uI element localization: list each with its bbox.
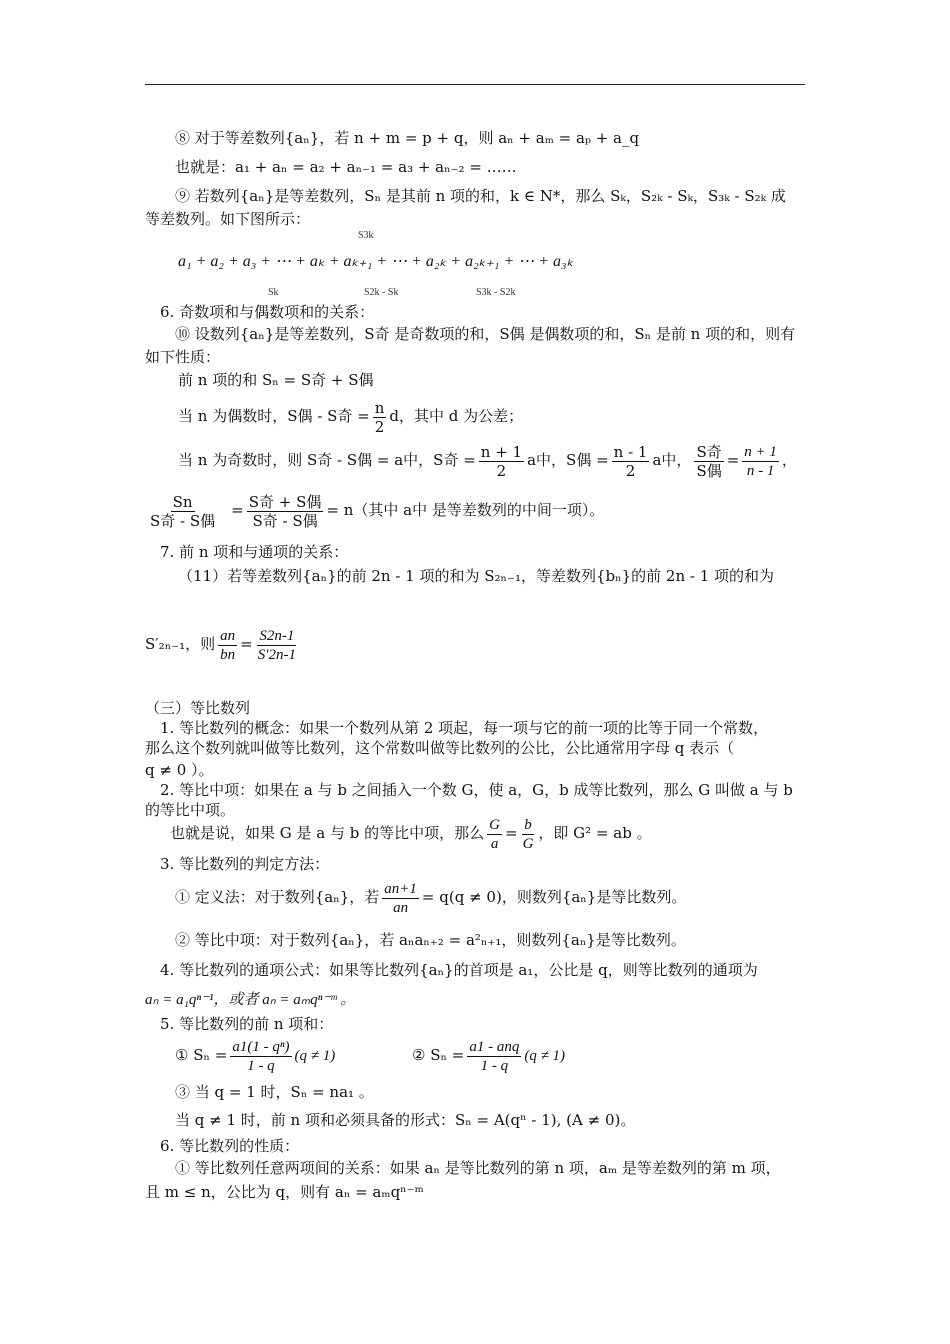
odd-n-fraction-4 [742,443,779,480]
fraction-denominator: 2 [496,461,507,480]
sum1-prefix: ① Sₙ = [175,1046,228,1064]
geo-property-1-line1: ① 等比数列任意两项间的关系：如果 aₙ 是等比数列的第 n 项，aₘ 是等差数列的第 m 项， [175,1159,781,1177]
definition-suffix: = q(q ≠ 0)，则数列{aₙ}是等比数列。 [421,888,687,906]
geo-concept-line2: 那么这个数列就叫做等比数列，这个常数叫做等比数列的公比，公比通常用字母 q 表示（ [145,739,735,757]
fraction-numerator: S2n-1 [259,627,295,644]
ratio-fraction-2 [247,493,324,530]
odd-n-equals: = [726,451,740,469]
sum1-suffix: (q ≠ 1) [294,1048,336,1064]
property-9-line1: ⑨ 若数列{aₙ}是等差数列，Sₙ 是其前 n 项的和，k ∈ N*，那么 Sₖ，S₂ₖ - Sₖ，S₃ₖ - S₂ₖ 成 [175,187,786,205]
mean-method: ② 等比中项：对于数列{aₙ}，若 aₙaₙ₊₂ = a²ₙ₊₁，则数列{aₙ}是等比数列。 [175,931,686,949]
fraction-denominator: 1 - q [247,1057,275,1074]
diagram-sum: a₁ + a₂ + a₃ + ⋯ + aₖ + aₖ₊₁ + ⋯ + a₂ₖ + a₂ₖ₊₁ + ⋯ + a₃ₖ [178,253,574,270]
fraction-numerator: n [374,398,385,417]
sum1-fraction [230,1038,291,1075]
sum2-suffix: (q ≠ 1) [524,1048,566,1064]
fraction-numerator: n - 1 [613,442,648,461]
odd-n-mid: a中，S偶 = [527,451,609,469]
fraction-denominator: S奇 - S偶 [150,511,216,530]
fraction-denominator: S′2n-1 [257,646,296,663]
fraction-denominator: G [522,835,534,852]
property-10-line1: ⑩ 设数列{aₙ}是等差数列，S奇 是奇数项的和，S偶 是偶数项的和，Sₙ 是前 n 项的和，则有 [175,325,796,343]
fraction-denominator: 1 - q [480,1057,509,1074]
fraction-denominator: S奇 - S偶 [252,511,318,530]
even-n-suffix: d，其中 d 为公差； [389,407,524,425]
diagram-label-s3k-s2k: S3k - S2k [476,287,516,298]
general-term-line1: 4. 等比数列的通项公式：如果等比数列{aₙ}的首项是 a₁，公比是 q，则等比数列的通项为 [160,961,758,979]
ratio-formula: $\frac{Sn}{\text{S奇 - S偶}}$ = $\frac{\text{S奇 + S偶}}{\text{S奇 - S偶}}$ = n（其中 a中 是等差数列的中间一项）。 [150,492,605,530]
section-6-heading: 6. 奇数项和与偶数项和的关系： [160,303,375,321]
odd-n-mid2: a中， [652,451,692,469]
fraction-denominator: S偶 [696,461,722,480]
odd-n-fraction-2 [612,443,650,480]
fraction-denominator: 2 [625,461,636,480]
fraction-numerator: Sn [172,492,193,511]
fraction-denominator: 2 [374,417,385,436]
geo-mean-suffix: ，即 G² = ab 。 [538,824,652,842]
fraction-numerator: n + 1 [480,442,523,461]
partial-sum-formula-1 [175,1036,335,1075]
section-3-heading: （三）等比数列 [145,699,251,717]
geo-mean-fraction-2 [521,816,536,853]
partial-sum-q1: ③ 当 q = 1 时，Sₙ = na₁ 。 [175,1083,374,1101]
fraction-denominator: n - 1 [746,462,775,479]
diagram-label-sk: Sk [268,287,279,298]
fraction-numerator: n + 1 [744,443,777,460]
fraction-denominator: a [490,835,499,852]
fraction-numerator: G [489,816,500,833]
partial-sum-formula-2 [412,1036,565,1075]
ratio-suffix: = n（其中 a中 是等差数列的中间一项）。 [326,501,605,519]
odd-n-prefix: 当 n 为奇数时，则 S奇 - S偶 = a中，S奇 = [178,451,476,469]
geo-mean-line2: 的等比中项。 [145,801,236,819]
property-11-prefix: S′₂ₙ₋₁，则 [145,635,216,653]
ratio-fraction-1 [148,493,217,530]
header-rule [145,84,805,85]
even-n-prefix: 当 n 为偶数时，S偶 - S奇 = [178,407,370,425]
even-n-fraction [373,399,387,436]
geo-mean-line1: 2. 等比中项：如果在 a 与 b 之间插入一个数 G，使 a，G，b 成等比数列，那么 G 叫做 a 与 b [160,781,793,799]
odd-n-formula: 当 n 为奇数时，则 S奇 - S偶 = a中，S奇 = $\frac{n + 1}{2}$ a中，S偶 = $\frac{n - 1}{2}$ a中， $\frac{\text{S奇}}{\text{S偶}}$ = $\frac{n + 1}{n - 1}$ ， [178,442,797,480]
judgement-heading: 3. 等比数列的判定方法： [160,855,330,873]
sum2-fraction [467,1038,521,1075]
fraction-denominator: an [393,899,409,916]
definition-fraction [382,880,419,917]
geo-mean-prefix: 也就是说，如果 G 是 a 与 b 的等比中项，那么 [170,824,485,842]
geo-properties-heading: 6. 等比数列的性质： [160,1137,300,1155]
fraction-numerator: S奇 [696,442,722,461]
fraction-numerator: S奇 + S偶 [248,492,322,511]
property-11-formula: S′₂ₙ₋₁，则 $\frac{an}{bn}$ = $\frac{S2n-1}{S'2n-1}$ [145,627,296,663]
property-11-fraction-1 [218,627,237,664]
sum2-prefix: ② Sₙ = [412,1046,465,1064]
property-9-line2: 等差数列。如下图所示： [145,210,311,228]
property-10-line2: 如下性质： [145,348,221,366]
geo-concept-line3: q ≠ 0 ）。 [145,761,214,779]
fraction-denominator: bn [220,646,236,663]
property-11-fraction-2 [256,627,298,664]
diagram-label-s3k: S3k [358,230,374,241]
definition-method [175,878,686,917]
sum-of-n-terms: 前 n 项的和 Sₙ = S奇 + S偶 [178,371,374,389]
fraction-numerator: an+1 [384,880,417,897]
odd-n-fraction-1 [479,443,524,480]
geo-mean-formula: 也就是说，如果 G 是 a 与 b 的等比中项，那么 $\frac{G}{a}$ = $\frac{b}{G}$ ，即 G² = ab 。 [170,816,652,852]
property-8: ⑧ 对于等差数列{aₙ}，若 n + m = p + q，则 aₙ + aₘ = aₚ + a_q [175,129,640,147]
even-n-formula [178,398,523,436]
geo-mean-fraction-1 [487,816,502,853]
definition-prefix: ① 定义法：对于数列{aₙ}，若 [175,888,380,906]
geo-property-1-line2: 且 m ≤ n，公比为 q，则有 aₙ = aₘqⁿ⁻ᵐ [145,1183,424,1201]
fraction-numerator: an [220,627,236,644]
diagram-label-s2k-sk: S2k - Sk [364,287,399,298]
partial-sum-heading: 5. 等比数列的前 n 项和： [160,1015,334,1033]
property-8-explanation: 也就是：a₁ + aₙ = a₂ + aₙ₋₁ = a₃ + aₙ₋₂ = …… [175,158,517,176]
fraction-numerator: a1(1 - qⁿ) [232,1038,290,1055]
geo-concept-line1: 1. 等比数列的概念：如果一个数列从第 2 项起，每一项与它的前一项的比等于同一个常数， [160,719,769,737]
property-11-line1: （11）若等差数列{aₙ}的前 2n - 1 项的和为 S₂ₙ₋₁，等差数列{bₙ}的前 2n - 1 项的和为 [178,567,775,585]
section-7-heading: 7. 前 n 项和与通项的关系： [160,543,349,561]
general-term-line2: aₙ = a₁qⁿ⁻¹，或者 aₙ = aₘqⁿ⁻ᵐ 。 [145,992,356,1008]
odd-n-fraction-3 [694,443,723,480]
partial-sum-form: 当 q ≠ 1 时，前 n 项和必须具备的形式：Sₙ = A(qⁿ - 1), (A ≠ 0)。 [175,1111,636,1129]
fraction-numerator: a1 - anq [469,1038,520,1055]
fraction-numerator: b [524,816,532,833]
